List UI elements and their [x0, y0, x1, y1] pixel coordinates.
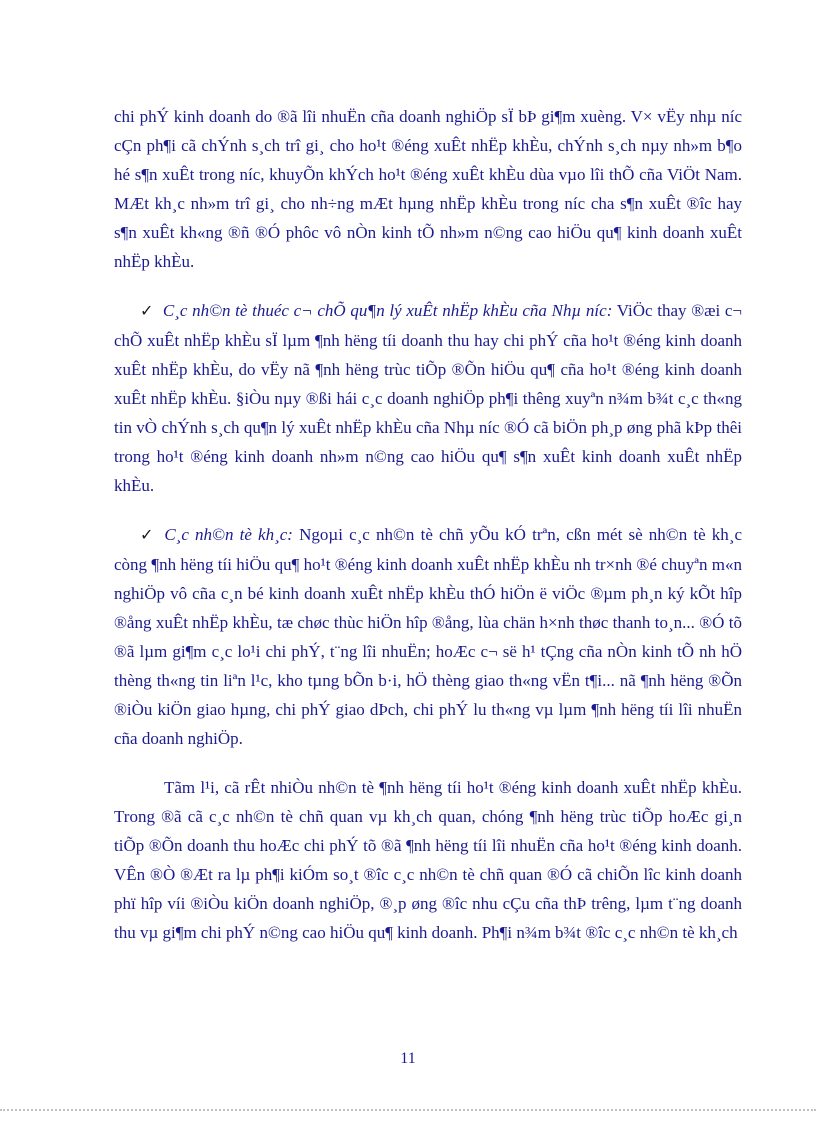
checkmark-icon: ✓: [140, 527, 156, 544]
page-bottom-divider: [0, 1109, 816, 1111]
paragraph-text: Ngoµi c¸c nh©n tè chñ yÕu kÓ trªn, cßn mét sè nh©n tè kh¸c còng ¶nh hëng tíi hiÖu qu¶ ho¹t ®éng kinh doanh xuÊt nhËp khÈu nh tr×nh ®é chuyªn m«n nghiÖp vô cña c¸n bé kinh doanh xuÊt nhËp khÈu thÓ hiÖn ë viÖc ®µm ph¸n ký kÕt hîp ®ång xuÊt nhËp khÈu, tæ chøc thùc hiÖn hîp ®ång, lùa chän h×nh thøc thanh to¸n... ®Ó tõ ®ã lµm gi¶m c¸c lo¹i chi phÝ, t¨ng lîi nhuËn; hoÆc c¬ së h¹ tÇng cña nÒn kinh tÕ nh hÖ thèng th«ng tin liªn l¹c, kho tµng bÕn b·i, hÖ thèng giao th«ng vËn t¶i... nã ¶nh hëng ®Õn ®iÒu kiÖn giao hµng, chi phÝ giao dÞch, chi phÝ lu th«ng vµ lµm ¶nh hëng tíi lîi nhuËn cña doanh nghiÖp.: [114, 525, 743, 748]
text-body: [114, 102, 742, 967]
paragraph-text: Tãm l¹i, cã rÊt nhiÒu nh©n tè ¶nh hëng tíi ho¹t ®éng kinh doanh xuÊt nhËp khÈu. Trong ®ã cã c¸c nh©n tè chñ quan vµ kh¸ch quan, chóng ¶nh hëng trùc tiÕp hoÆc gi¸n tiÕp ®Õn doanh thu hoÆc chi phÝ tõ ®ã ¶nh hëng tíi lîi nhuËn cña ho¹t ®éng kinh doanh. VÊn ®Ò ®Æt ra lµ ph¶i kiÓm so¸t ®îc c¸c nh©n tè chñ quan ®Ó cã chiÕn lîc kinh doanh phï hîp víi ®iÒu kiÖn doanh nghiÖp, ®¸p øng ®îc nhu cÇu cña thÞ trêng, lµm t¨ng doanh thu vµ gi¶m chi phÝ n©ng cao hiÖu qu¶ kinh doanh. Ph¶i n¾m b¾t ®îc c¸c nh©n tè kh¸ch: [114, 778, 742, 942]
checkmark-icon: ✓: [140, 303, 154, 320]
paragraph: [114, 773, 742, 947]
paragraph-text: ViÖc thay ®æi c¬ chÕ xuÊt nhËp khÈu sÏ lµm ¶nh hëng tíi doanh thu hay chi phÝ cña ho¹t ®éng kinh doanh xuÊt nhËp khÈu, do vËy nã ¶nh hëng trùc tiÕp ®Õn hiÖu qu¶ cña ho¹t ®éng kinh doanh xuÊt nhËp khÈu. §iÒu nµy ®ßi hái c¸c doanh nghiÖp ph¶i thêng xuyªn n¾m b¾t c¸c th«ng tin vÒ chÝnh s¸ch qu¶n lý xuÊt nhËp khÈu cña Nhµ níc ®Ó cã biÖn ph¸p øng phã kÞp thêi trong ho¹t ®éng kinh doanh nh»m n©ng cao hiÖu qu¶ s¶n xuÊt kinh doanh xuÊt nhËp khÈu.: [114, 301, 743, 495]
bullet-paragraph: [114, 296, 742, 500]
paragraph: [114, 102, 742, 276]
bullet-heading: C¸c nh©n tè kh¸c:: [164, 525, 293, 544]
paragraph-text: chi phÝ kinh doanh do ®ã lîi nhuËn cña doanh nghiÖp sÏ bÞ gi¶m xuèng. V× vËy nhµ níc cÇn ph¶i cã chÝnh s¸ch trî gi¸ cho ho¹t ®éng xuÊt nhËp khÈu, chÝnh s¸ch nµy nh»m b¶o hé s¶n xuÊt trong níc, khuyÕn khÝch ho¹t ®éng xuÊt khÈu dùa vµo lîi thÕ cña ViÖt Nam. MÆt kh¸c nh»m trî gi¸ cho nh÷ng mÆt hµng nhËp khÈu trong níc cha s¶n xuÊt ®îc hay s¶n xuÊt kh«ng ®ñ ®Ó phôc vô nÒn kinh tÕ nh»m n©ng cao hiÖu qu¶ kinh doanh xuÊt nhËp khÈu.: [114, 107, 742, 271]
page-number: 11: [400, 1050, 416, 1067]
bullet-paragraph: [114, 520, 742, 753]
bullet-heading: C¸c nh©n tè thuéc c¬ chÕ qu¶n lý xuÊt nhËp khÈu cña Nhµ níc:: [162, 301, 613, 320]
